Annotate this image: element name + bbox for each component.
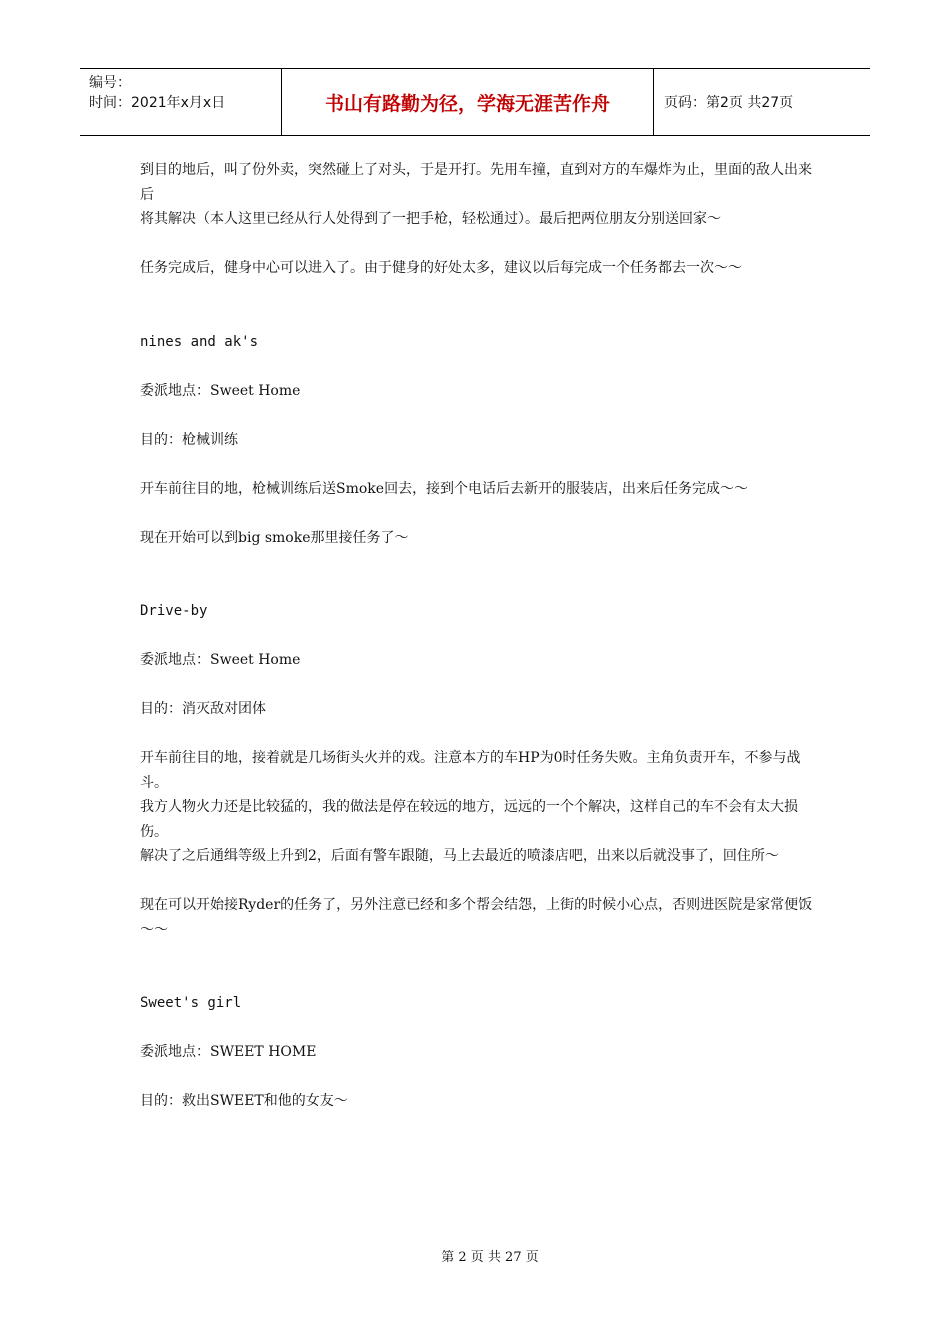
footer-page-number: 第 2 页 共 27 页 <box>441 1250 539 1265</box>
mission-location: 委派地点：Sweet Home <box>140 382 301 399</box>
page-footer <box>0 1246 950 1265</box>
mission-goal: 目的：消灭敌对团体 <box>140 701 266 717</box>
mission-goal: 目的：救出SWEET和他的女友～ <box>140 1093 348 1109</box>
paragraph: 任务完成后，健身中心可以进入了。由于健身的好处太多，建议以后每完成一个任务都去一次～～ <box>140 260 742 276</box>
mission-title: Sweet's girl <box>140 995 242 1011</box>
mission-description: 开车前往目的地，接着就是几场街头火并的戏。注意本方的车HP为0时任务失败。主角负责开车，不参与战斗。 <box>140 750 801 791</box>
paragraph: 将其解决（本人这里已经从行人处得到了一把手枪，轻松通过）。最后把两位朋友分别送回家～ <box>140 211 721 227</box>
mission-description: 我方人物火力还是比较猛的，我的做法是停在较远的地方，远远的一个个解决，这样自己的车不会有太大损伤。 <box>140 799 798 840</box>
motto-text: 书山有路勤为径，学海无涯苦作舟 <box>324 92 610 115</box>
header-info-cell <box>80 69 282 135</box>
number-label: 编号： <box>89 75 131 91</box>
page-label: 页码：第2页 共27页 <box>664 95 794 111</box>
mission-goal: 目的：枪械训练 <box>140 431 238 448</box>
header-page-cell <box>654 69 870 135</box>
header-motto-cell <box>282 69 654 135</box>
document-header <box>80 68 870 136</box>
mission-location: 委派地点：Sweet Home <box>140 652 301 668</box>
mission-description: 开车前往目的地，枪械训练后送Smoke回去，接到个电话后去新开的服装店，出来后任务完成～～ <box>140 480 749 497</box>
document-body <box>140 158 820 1114</box>
mission-title: Drive-by <box>140 603 208 619</box>
mission-title: nines and ak's <box>140 333 259 350</box>
mission-note: 现在开始可以到big smoke那里接任务了～ <box>140 529 409 546</box>
mission-location: 委派地点：SWEET HOME <box>140 1044 317 1060</box>
paragraph: 到目的地后，叫了份外卖，突然碰上了对头，于是开打。先用车撞，直到对方的车爆炸为止，里面的敌人出来后 <box>140 162 812 203</box>
time-label: 时间：2021年x月x日 <box>89 95 226 111</box>
mission-note: 现在可以开始接Ryder的任务了，另外注意已经和多个帮会结怨，上街的时候小心点，否则进医院是家常便饭～～ <box>140 897 813 938</box>
mission-description: 解决了之后通缉等级上升到2，后面有警车跟随，马上去最近的喷漆店吧，出来以后就没事了，回住所～ <box>140 848 779 864</box>
